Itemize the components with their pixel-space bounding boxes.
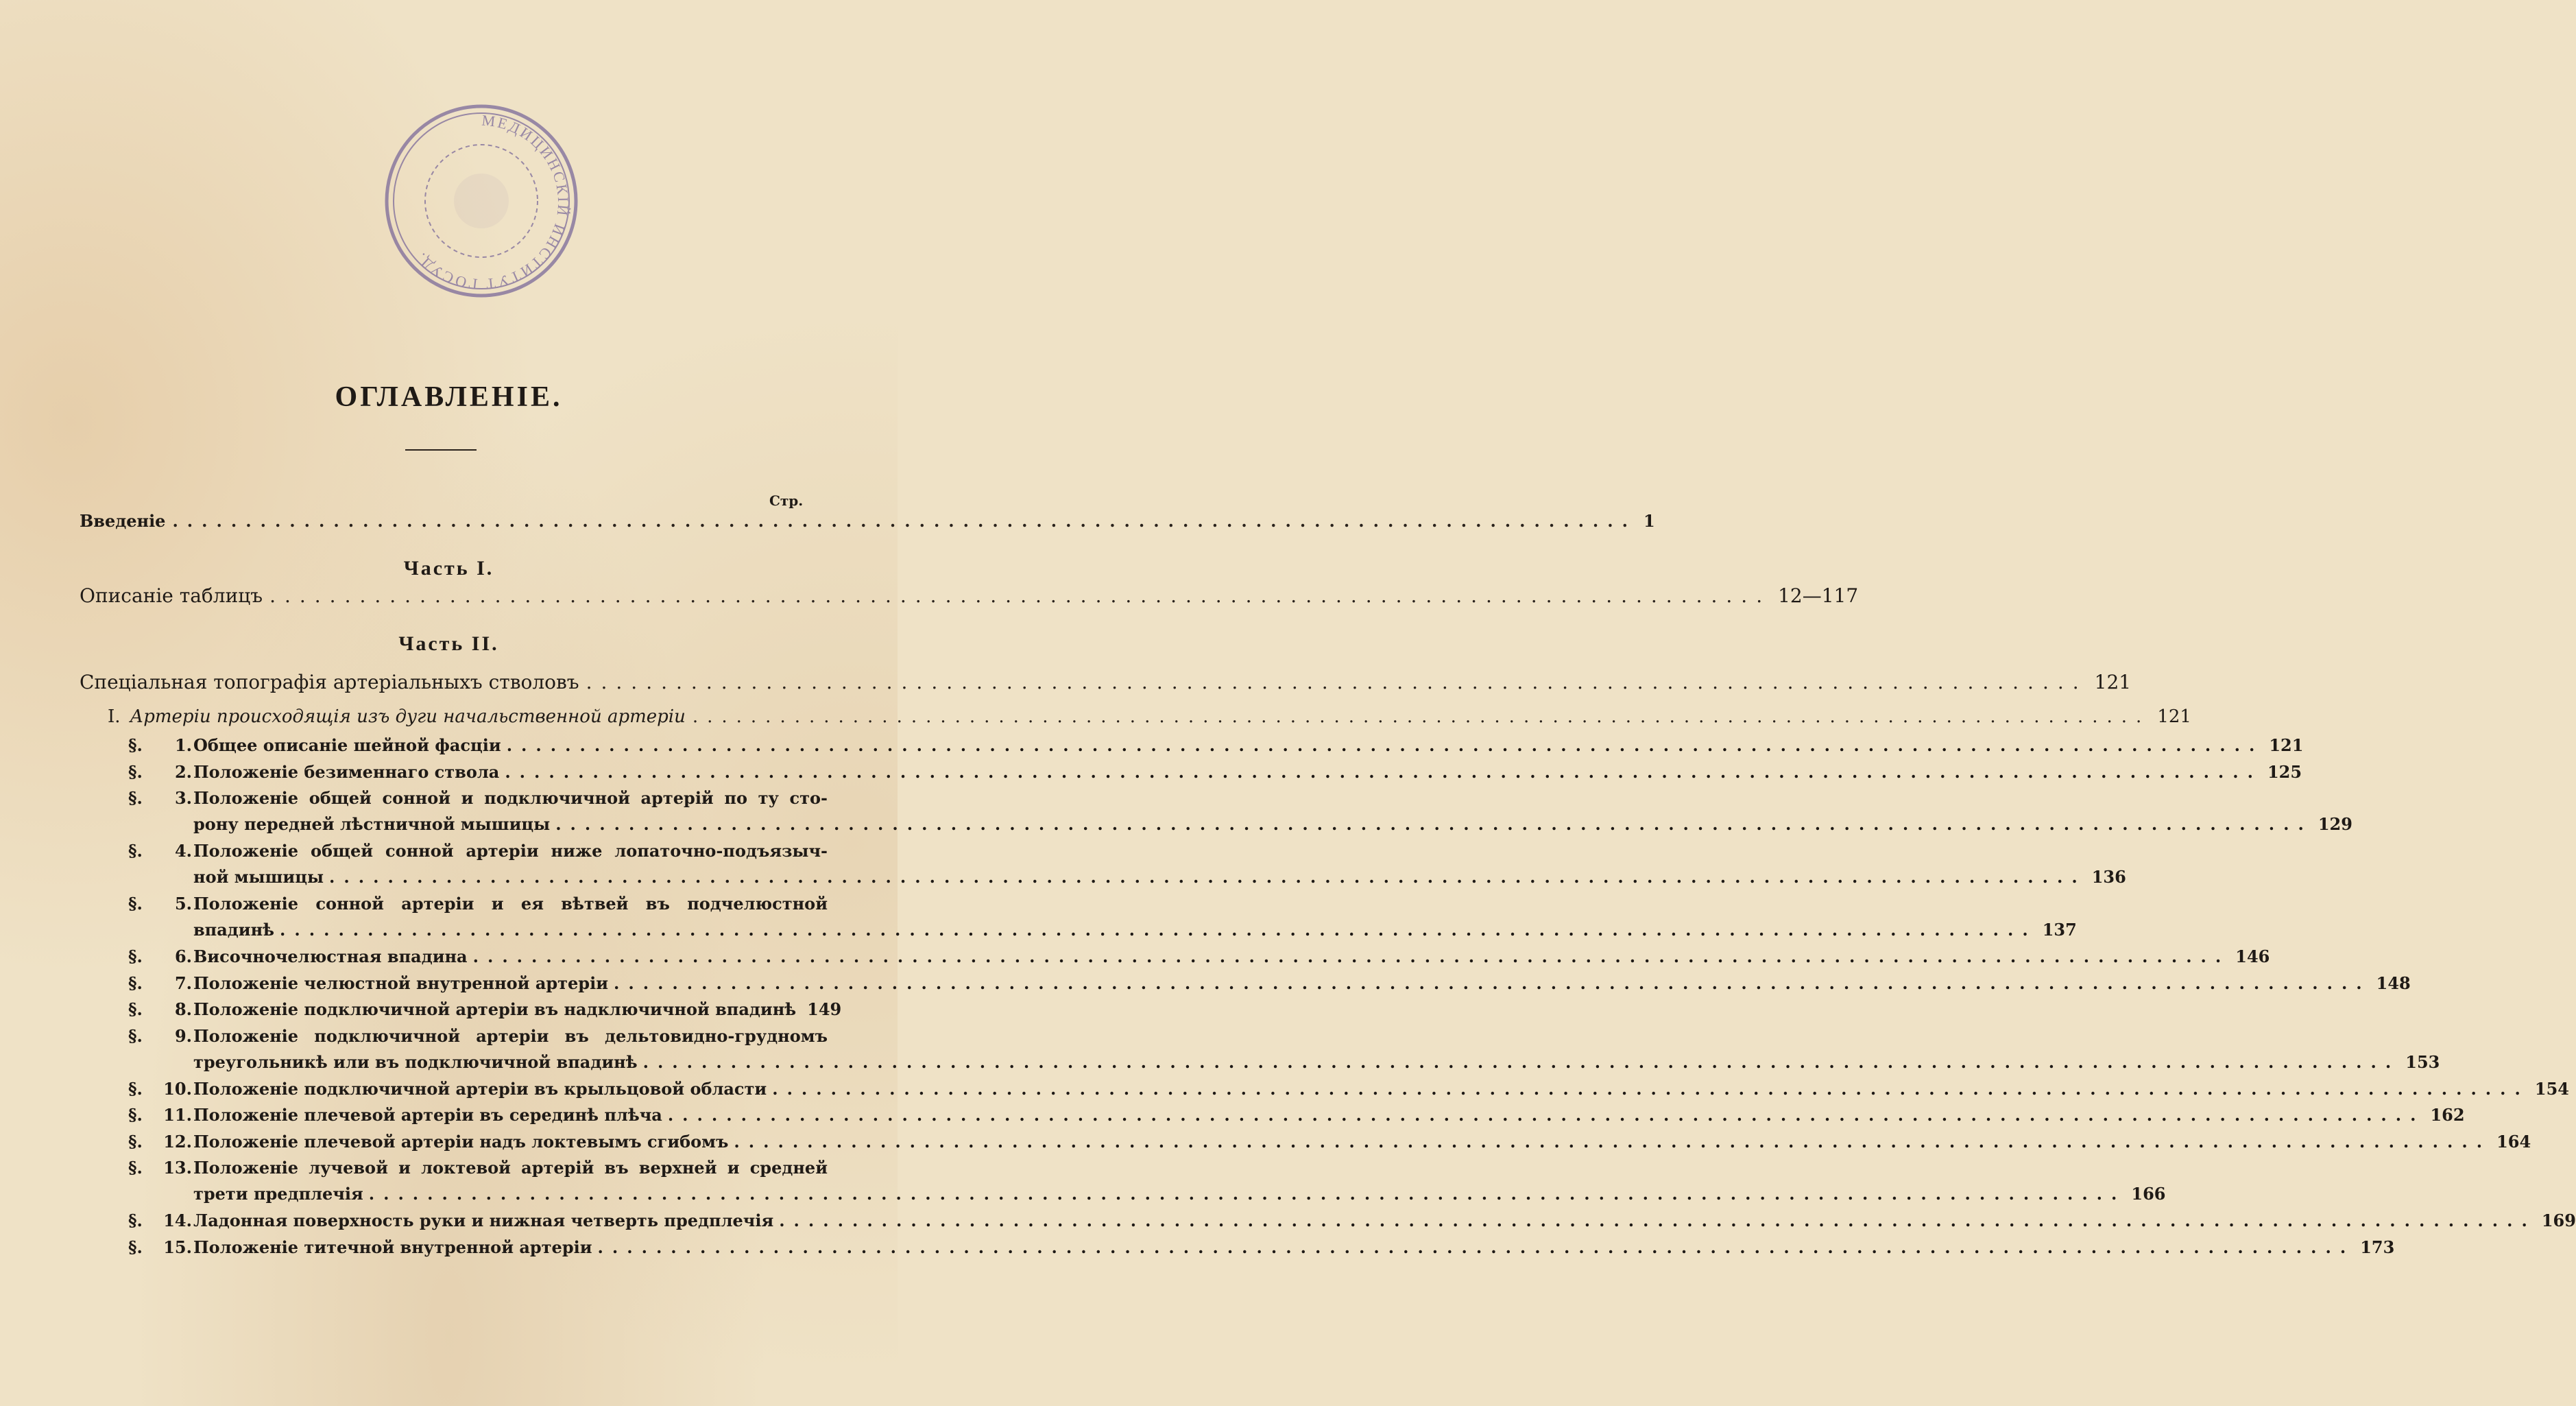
section-title-text: Положеніе титечной внутренной артеріи — [193, 1237, 592, 1257]
section-symbol: §. — [128, 1105, 143, 1125]
section-line — [193, 814, 2352, 840]
section-number: 13. — [163, 1158, 192, 1178]
section-symbol: §. — [128, 788, 143, 808]
toc-page-number: 169 — [2541, 1211, 2576, 1230]
toc-label: Спеціальная топографія артеріальныхъ стволовъ — [80, 671, 579, 693]
toc-page-number: 164 — [2496, 1131, 2531, 1152]
toc-entry-intro[interactable] — [80, 511, 1655, 531]
section-body — [193, 1211, 2576, 1237]
section-line — [193, 761, 2302, 788]
section-line — [193, 894, 828, 920]
toc-page-number: 129 — [2318, 814, 2352, 834]
section-symbol: §. — [128, 735, 143, 755]
section-line — [193, 735, 2304, 761]
section-title-text: Положеніе безименнаго ствола — [193, 761, 500, 782]
section-body — [193, 841, 2126, 893]
section-line — [193, 1026, 828, 1052]
toc-label: Описаніе таблицъ — [80, 584, 263, 607]
toc-page-number: 162 — [2430, 1105, 2465, 1125]
section-title-text: трети предплечія — [193, 1184, 363, 1204]
section-number: 5. — [174, 894, 192, 914]
leader-dots: ........................................................................................................................ — [505, 761, 2262, 782]
section-number: 10. — [163, 1078, 192, 1099]
section-symbol: §. — [128, 1078, 143, 1099]
section-line — [193, 973, 2411, 999]
toc-label: Введеніе — [80, 511, 166, 531]
leader-dots: ........................................................................................................................ — [667, 1105, 2425, 1125]
section-body — [193, 761, 2302, 788]
part-heading-1: Часть I. — [403, 557, 494, 580]
section-symbol: §. — [128, 761, 143, 782]
section-number: 11. — [163, 1105, 192, 1125]
section-title-text: Положеніе плечевой артеріи въ серединѣ плѣча — [193, 1105, 662, 1125]
section-body — [193, 1131, 2531, 1158]
section-body — [193, 1237, 2395, 1263]
section-title-text: Положеніе сонной артеріи и ея вѣтвей въ подчелюстной — [193, 894, 828, 914]
leader-dots: ........................................................................................................................ — [472, 946, 2230, 966]
leader-dots: .................................................................................................... — [586, 671, 2088, 693]
section-title-text: Общее описаніе шейной фасціи — [193, 735, 501, 755]
section-line — [193, 788, 828, 814]
section-title-text: Положеніе подключичной артеріи въ надключичной впадинѣ — [193, 999, 797, 1019]
part-heading-2: Часть II. — [398, 632, 499, 655]
toc-page-number: 121 — [2157, 706, 2191, 727]
section-line — [193, 1078, 2569, 1105]
section-body — [193, 999, 842, 1025]
section-line — [193, 867, 2126, 893]
section-body — [193, 894, 2077, 946]
section-symbol: §. — [128, 999, 143, 1019]
toc-page-number: 121 — [2094, 671, 2132, 693]
leader-dots: ........................................................................................................................ — [642, 1051, 2400, 1072]
section-symbol: §. — [128, 1158, 143, 1178]
section-line — [193, 1051, 2440, 1078]
toc-page-number: 154 — [2534, 1078, 2569, 1099]
section-line — [193, 946, 2270, 973]
leader-dots: ........................................................................................................................ — [597, 1237, 2355, 1257]
section-body — [193, 735, 2304, 761]
toc-page-number: 137 — [2042, 920, 2077, 940]
leader-dots: ........................................................................................................................ — [614, 973, 2371, 993]
section-title-text: ной мышицы — [193, 867, 324, 887]
section-title-text: Положеніе подключичной артеріи въ крыльцовой области — [193, 1078, 767, 1099]
toc-page-number: 136 — [2091, 867, 2126, 887]
section-line — [193, 1131, 2531, 1158]
leader-dots: ........................................................................................................................ — [368, 1184, 2126, 1204]
section-title-text: Ладонная поверхность руки и нижная четверть предплечія — [193, 1211, 774, 1230]
section-symbol: §. — [128, 1211, 143, 1230]
section-title-text: Положеніе плечевой артеріи надъ локтевымъ сгибомъ — [193, 1131, 729, 1152]
leader-dots: ........................................................................................................................ — [734, 1131, 2492, 1152]
section-title-text: Положеніе общей сонной и подключичной артерій по ту сто- — [193, 788, 828, 808]
leader-dots: ........................................................................................................................ — [772, 1078, 2529, 1099]
toc-page-number: 149 — [807, 999, 842, 1019]
section-symbol: §. — [128, 973, 143, 993]
section-number: 12. — [163, 1131, 192, 1152]
section-symbol: §. — [128, 946, 143, 966]
leader-dots: ........................................................................................................................ — [280, 920, 2037, 940]
section-body — [193, 1158, 2166, 1210]
section-body — [193, 1078, 2569, 1105]
section-number: 6. — [174, 946, 192, 966]
section-number: 7. — [174, 973, 192, 993]
title-divider — [405, 449, 477, 451]
section-line — [193, 1237, 2395, 1263]
section-body — [193, 1025, 2440, 1078]
section-symbol: §. — [128, 1131, 143, 1152]
section-symbol: §. — [128, 1025, 143, 1046]
section-body — [193, 788, 2352, 840]
section-title-text: Положеніе лучевой и локтевой артерій въ верхней и средней — [193, 1158, 828, 1178]
section-title-text: Положеніе подключичной артеріи въ дельтовидно-грудномъ — [193, 1025, 828, 1046]
library-stamp — [381, 102, 583, 300]
leader-dots: .................................................................................................... — [172, 511, 1637, 531]
section-number: 14. — [163, 1211, 192, 1230]
section-line — [193, 1105, 2465, 1131]
leader-dots: ........................................................................................................................ — [329, 867, 2086, 887]
section-number: 9. — [174, 1025, 192, 1046]
leader-dots: ........................................................................................................................ — [506, 735, 2264, 755]
toc-entry-chapter1[interactable] — [108, 706, 2191, 727]
toc-label: Артеріи происходящія изъ дуги начальственной артеріи — [130, 706, 686, 727]
section-title-text: впадинѣ — [193, 920, 275, 940]
section-symbol: §. — [128, 841, 143, 861]
section-line — [193, 1211, 2576, 1237]
section-line — [193, 1158, 828, 1184]
toc-page-number: 146 — [2235, 946, 2270, 966]
leader-dots: .................................................................................................... — [692, 706, 2151, 727]
toc-page-number: 153 — [2405, 1051, 2440, 1072]
section-line — [193, 1184, 2166, 1210]
page-column-label: Стр. — [769, 492, 804, 509]
section-symbol: §. — [128, 1237, 143, 1257]
toc-page-number: 12—117 — [1778, 584, 1859, 607]
section-title-text: треугольникѣ или въ подключичной впадинѣ — [193, 1051, 638, 1072]
leader-dots: .................................................................................................... — [269, 584, 1772, 607]
section-number: 2. — [174, 761, 192, 782]
section-body — [193, 973, 2411, 999]
section-title-text: Положеніе общей сонной артеріи ниже лопаточно-подъязыч- — [193, 841, 828, 861]
section-number: 8. — [174, 999, 192, 1019]
section-title-text: Положеніе челюстной внутренной артеріи — [193, 973, 608, 993]
page-title: ОГЛАВЛЕНІЕ. — [335, 381, 563, 413]
section-number: 3. — [174, 788, 192, 808]
stamp-text: МЕДИЦИНСКІЙ ИНСТИТУТ ГОСУД. — [411, 111, 573, 294]
section-title-text: Височночелюстная впадина — [193, 946, 468, 966]
section-body — [193, 946, 2270, 973]
section-line — [193, 999, 842, 1025]
leader-dots: ........................................................................................................................ — [779, 1211, 2536, 1230]
section-number: 4. — [174, 841, 192, 861]
section-number: 1. — [174, 735, 192, 755]
section-line — [193, 920, 2077, 946]
toc-page-number: 166 — [2131, 1184, 2166, 1204]
toc-page-number: 173 — [2360, 1237, 2395, 1257]
toc-page-number: 121 — [2269, 735, 2304, 755]
toc-page-number: 148 — [2376, 973, 2411, 993]
toc-entry-part1[interactable] — [80, 584, 1859, 607]
toc-entry-part2[interactable] — [80, 671, 2132, 693]
section-number: 15. — [163, 1237, 192, 1257]
section-title-text: рону передней лѣстничной мышицы — [193, 814, 551, 834]
section-line — [193, 841, 828, 867]
leader-dots: ........................................................................................................................ — [555, 814, 2313, 834]
section-symbol: §. — [128, 894, 143, 914]
toc-page-number: 1 — [1644, 511, 1655, 531]
section-body — [193, 1105, 2465, 1131]
chapter-number: I. — [108, 706, 121, 727]
toc-page-number: 125 — [2267, 761, 2302, 782]
